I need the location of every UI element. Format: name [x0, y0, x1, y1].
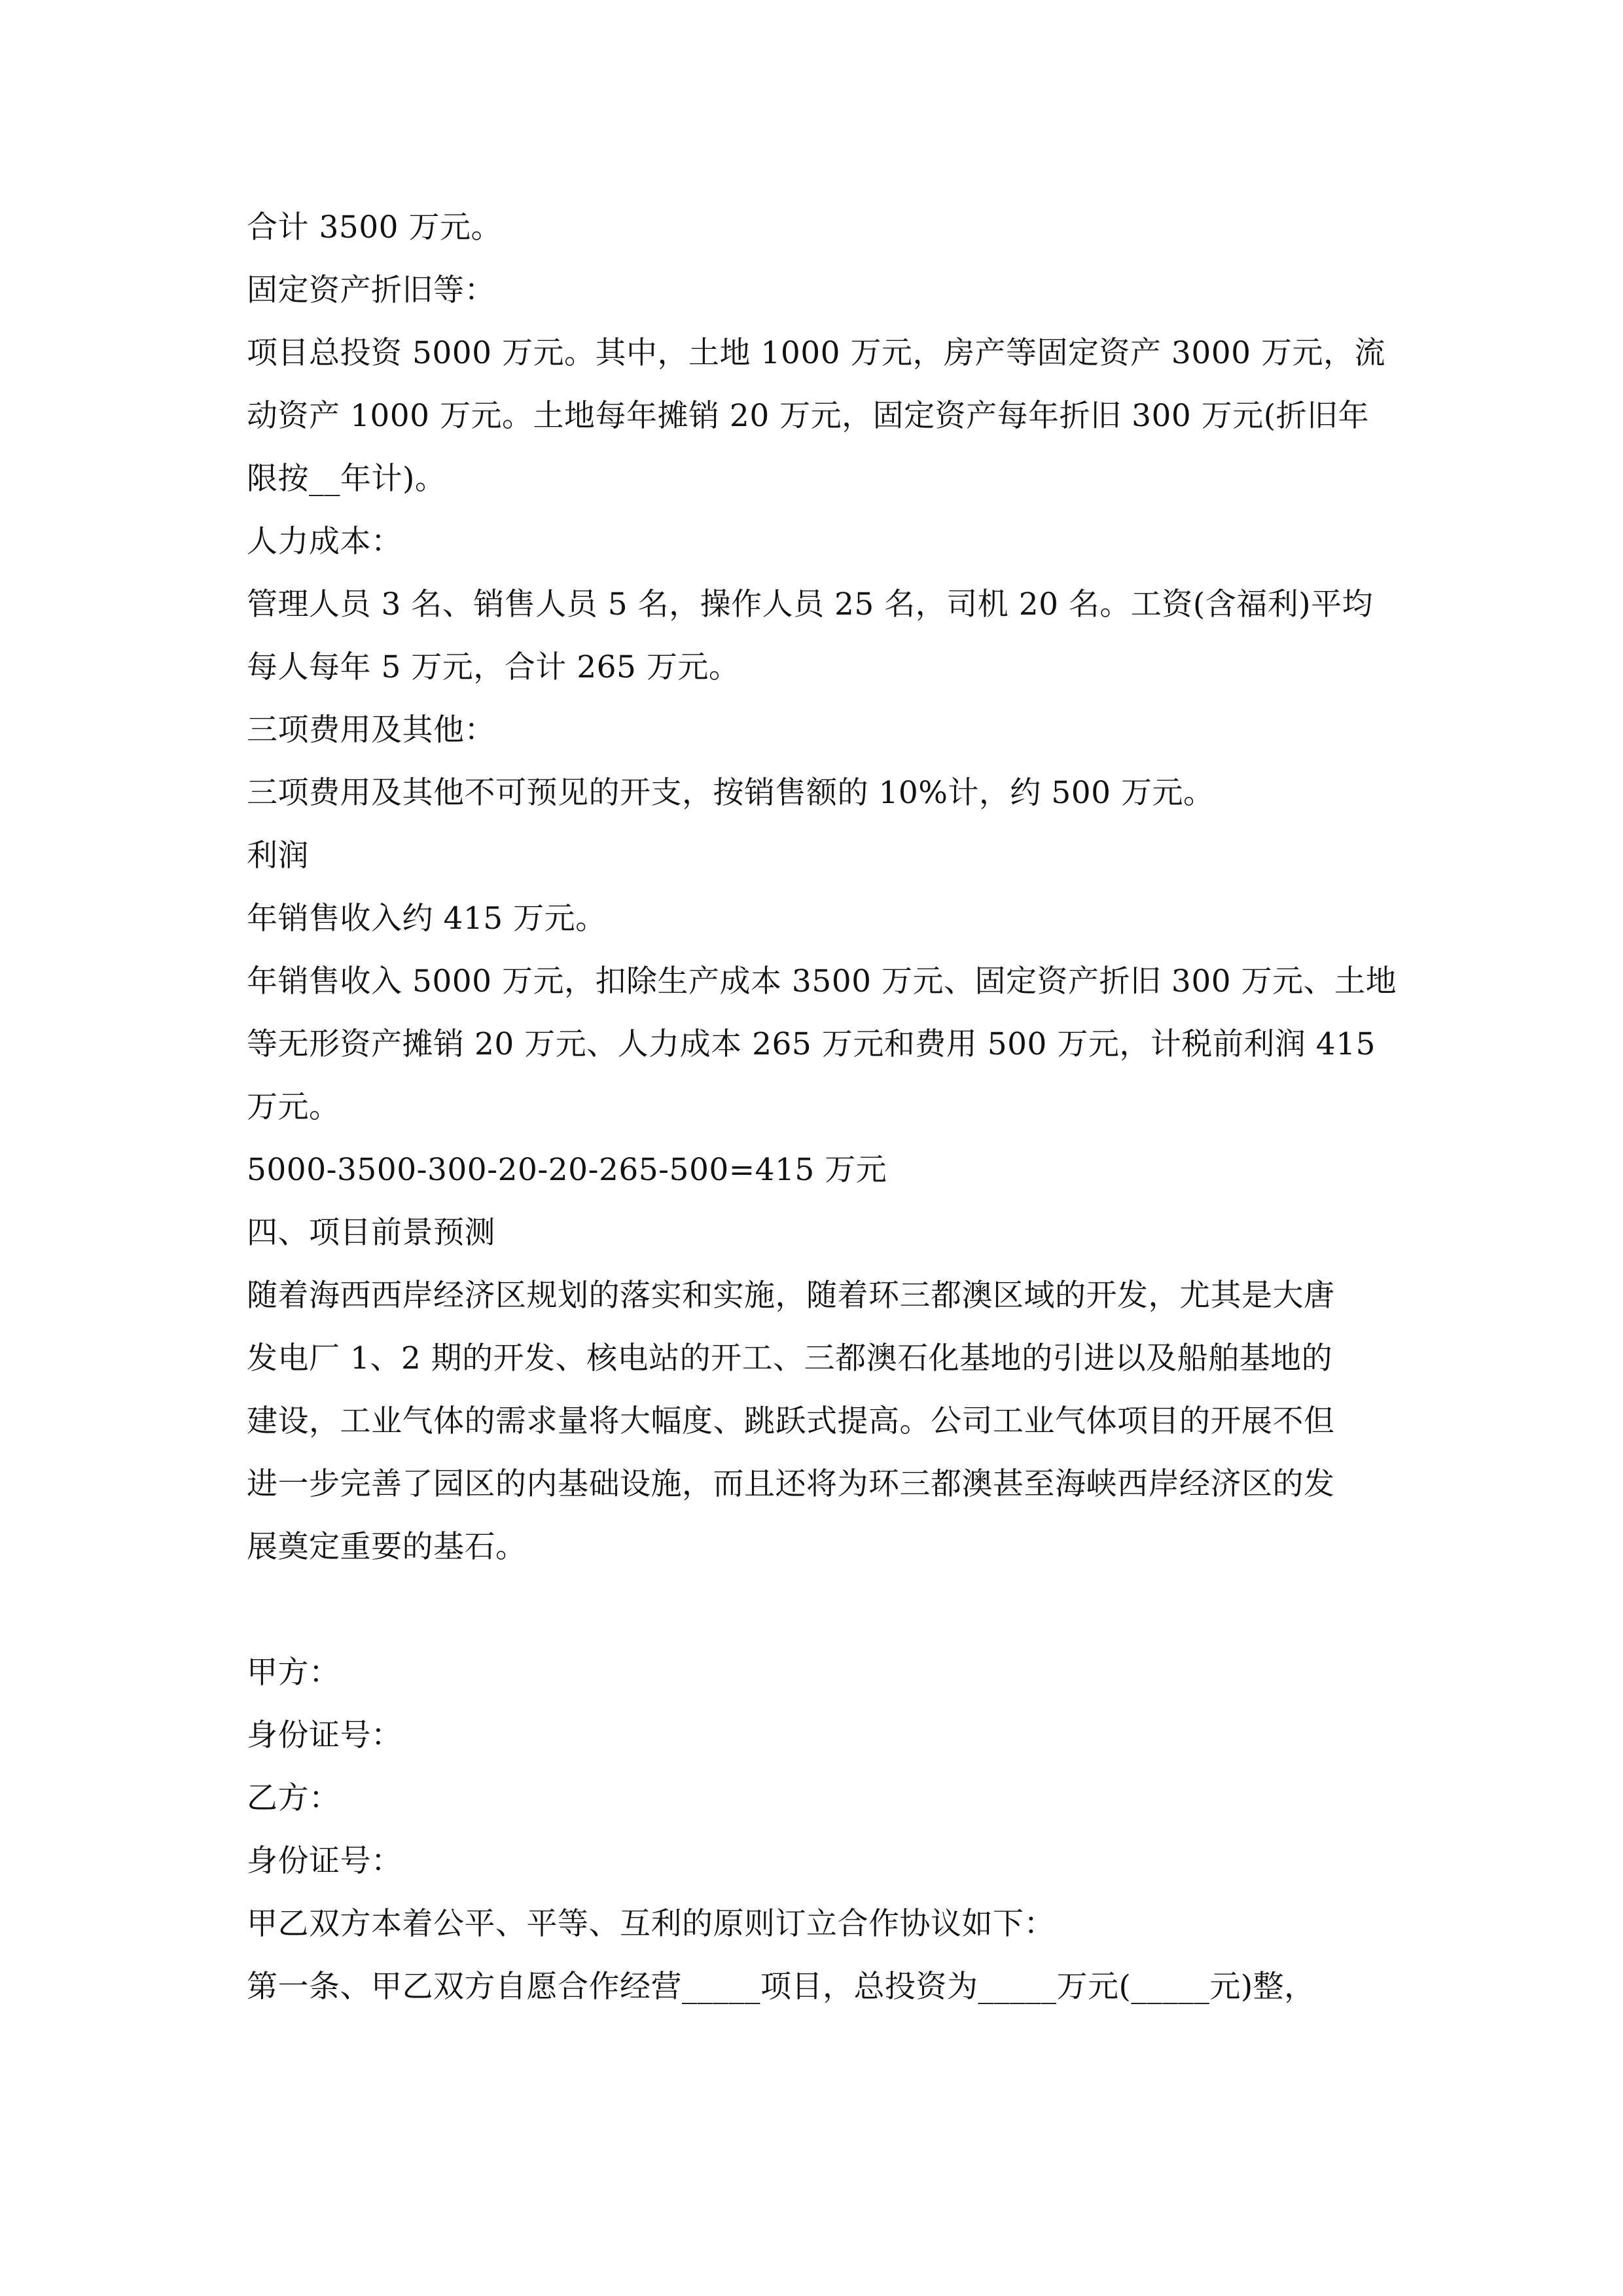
heading-labor-cost: 人力成本：	[247, 524, 402, 560]
text-line-outlook-3: 建设，工业气体的需求量将大幅度、跳跃式提高。公司工业气体项目的开展不但	[247, 1403, 1335, 1439]
text-line-outlook-5: 展奠定重要的基石。	[247, 1529, 527, 1565]
text-line-profit-2: 等无形资产摊销 20 万元、人力成本 265 万元和费用 500 万元，计税前利润 415	[247, 1026, 1376, 1062]
text-line-expenses: 三项费用及其他不可预见的开支，按销售额的 10%计，约 500 万元。	[247, 775, 1215, 811]
heading-three-expenses: 三项费用及其他：	[247, 712, 495, 748]
heading-profit: 利润	[247, 838, 309, 874]
agreement-intro: 甲乙双方本着公平、平等、互利的原则订立合作协议如下：	[247, 1906, 1055, 1942]
text-line-investment-1: 项目总投资 5000 万元。其中，土地 1000 万元，房产等固定资产 3000 万元，流	[247, 335, 1385, 371]
text-line-profit-1: 年销售收入 5000 万元，扣除生产成本 3500 万元、固定资产折旧 300 万元、土地	[247, 963, 1397, 999]
text-line-outlook-4: 进一步完善了园区的内基础设施，而且还将为环三都澳甚至海峡西岸经济区的发	[247, 1466, 1335, 1502]
text-line-profit-3: 万元。	[247, 1089, 340, 1125]
heading-project-outlook: 四、项目前景预测	[247, 1215, 495, 1251]
text-line-outlook-1: 随着海西西岸经济区规划的落实和实施，随着环三都澳区域的开发，尤其是大唐	[247, 1278, 1335, 1314]
text-line-profit-formula: 5000-3500-300-20-20-265-500=415 万元	[247, 1152, 887, 1188]
party-b-id-label: 身份证号：	[247, 1843, 402, 1879]
document-page	[247, 196, 1399, 2018]
heading-fixed-asset-depreciation: 固定资产折旧等：	[247, 272, 495, 308]
party-a-id-label: 身份证号：	[247, 1717, 402, 1753]
party-b-label: 乙方：	[247, 1780, 340, 1816]
text-line-investment-2: 动资产 1000 万元。土地每年摊销 20 万元，固定资产每年折旧 300 万元(折旧年	[247, 398, 1370, 434]
text-line-outlook-2: 发电厂 1、2 期的开发、核电站的开工、三都澳石化基地的引进以及船舶基地的	[247, 1340, 1333, 1376]
text-line-total-cost: 合计 3500 万元。	[247, 209, 502, 245]
article-one: 第一条、甲乙双方自愿合作经营_____项目，总投资为_____万元(_____元)整，	[247, 1969, 1315, 2005]
party-a-label: 甲方：	[247, 1655, 340, 1691]
text-line-profit-summary: 年销售收入约 415 万元。	[247, 901, 607, 937]
blank-line	[247, 1579, 1399, 1641]
text-line-labor-2: 每人每年 5 万元，合计 265 万元。	[247, 649, 740, 685]
text-line-labor-1: 管理人员 3 名、销售人员 5 名，操作人员 25 名，司机 20 名。工资(含福利)平均	[247, 586, 1374, 622]
text-line-investment-3: 限按__年计)。	[247, 461, 446, 497]
